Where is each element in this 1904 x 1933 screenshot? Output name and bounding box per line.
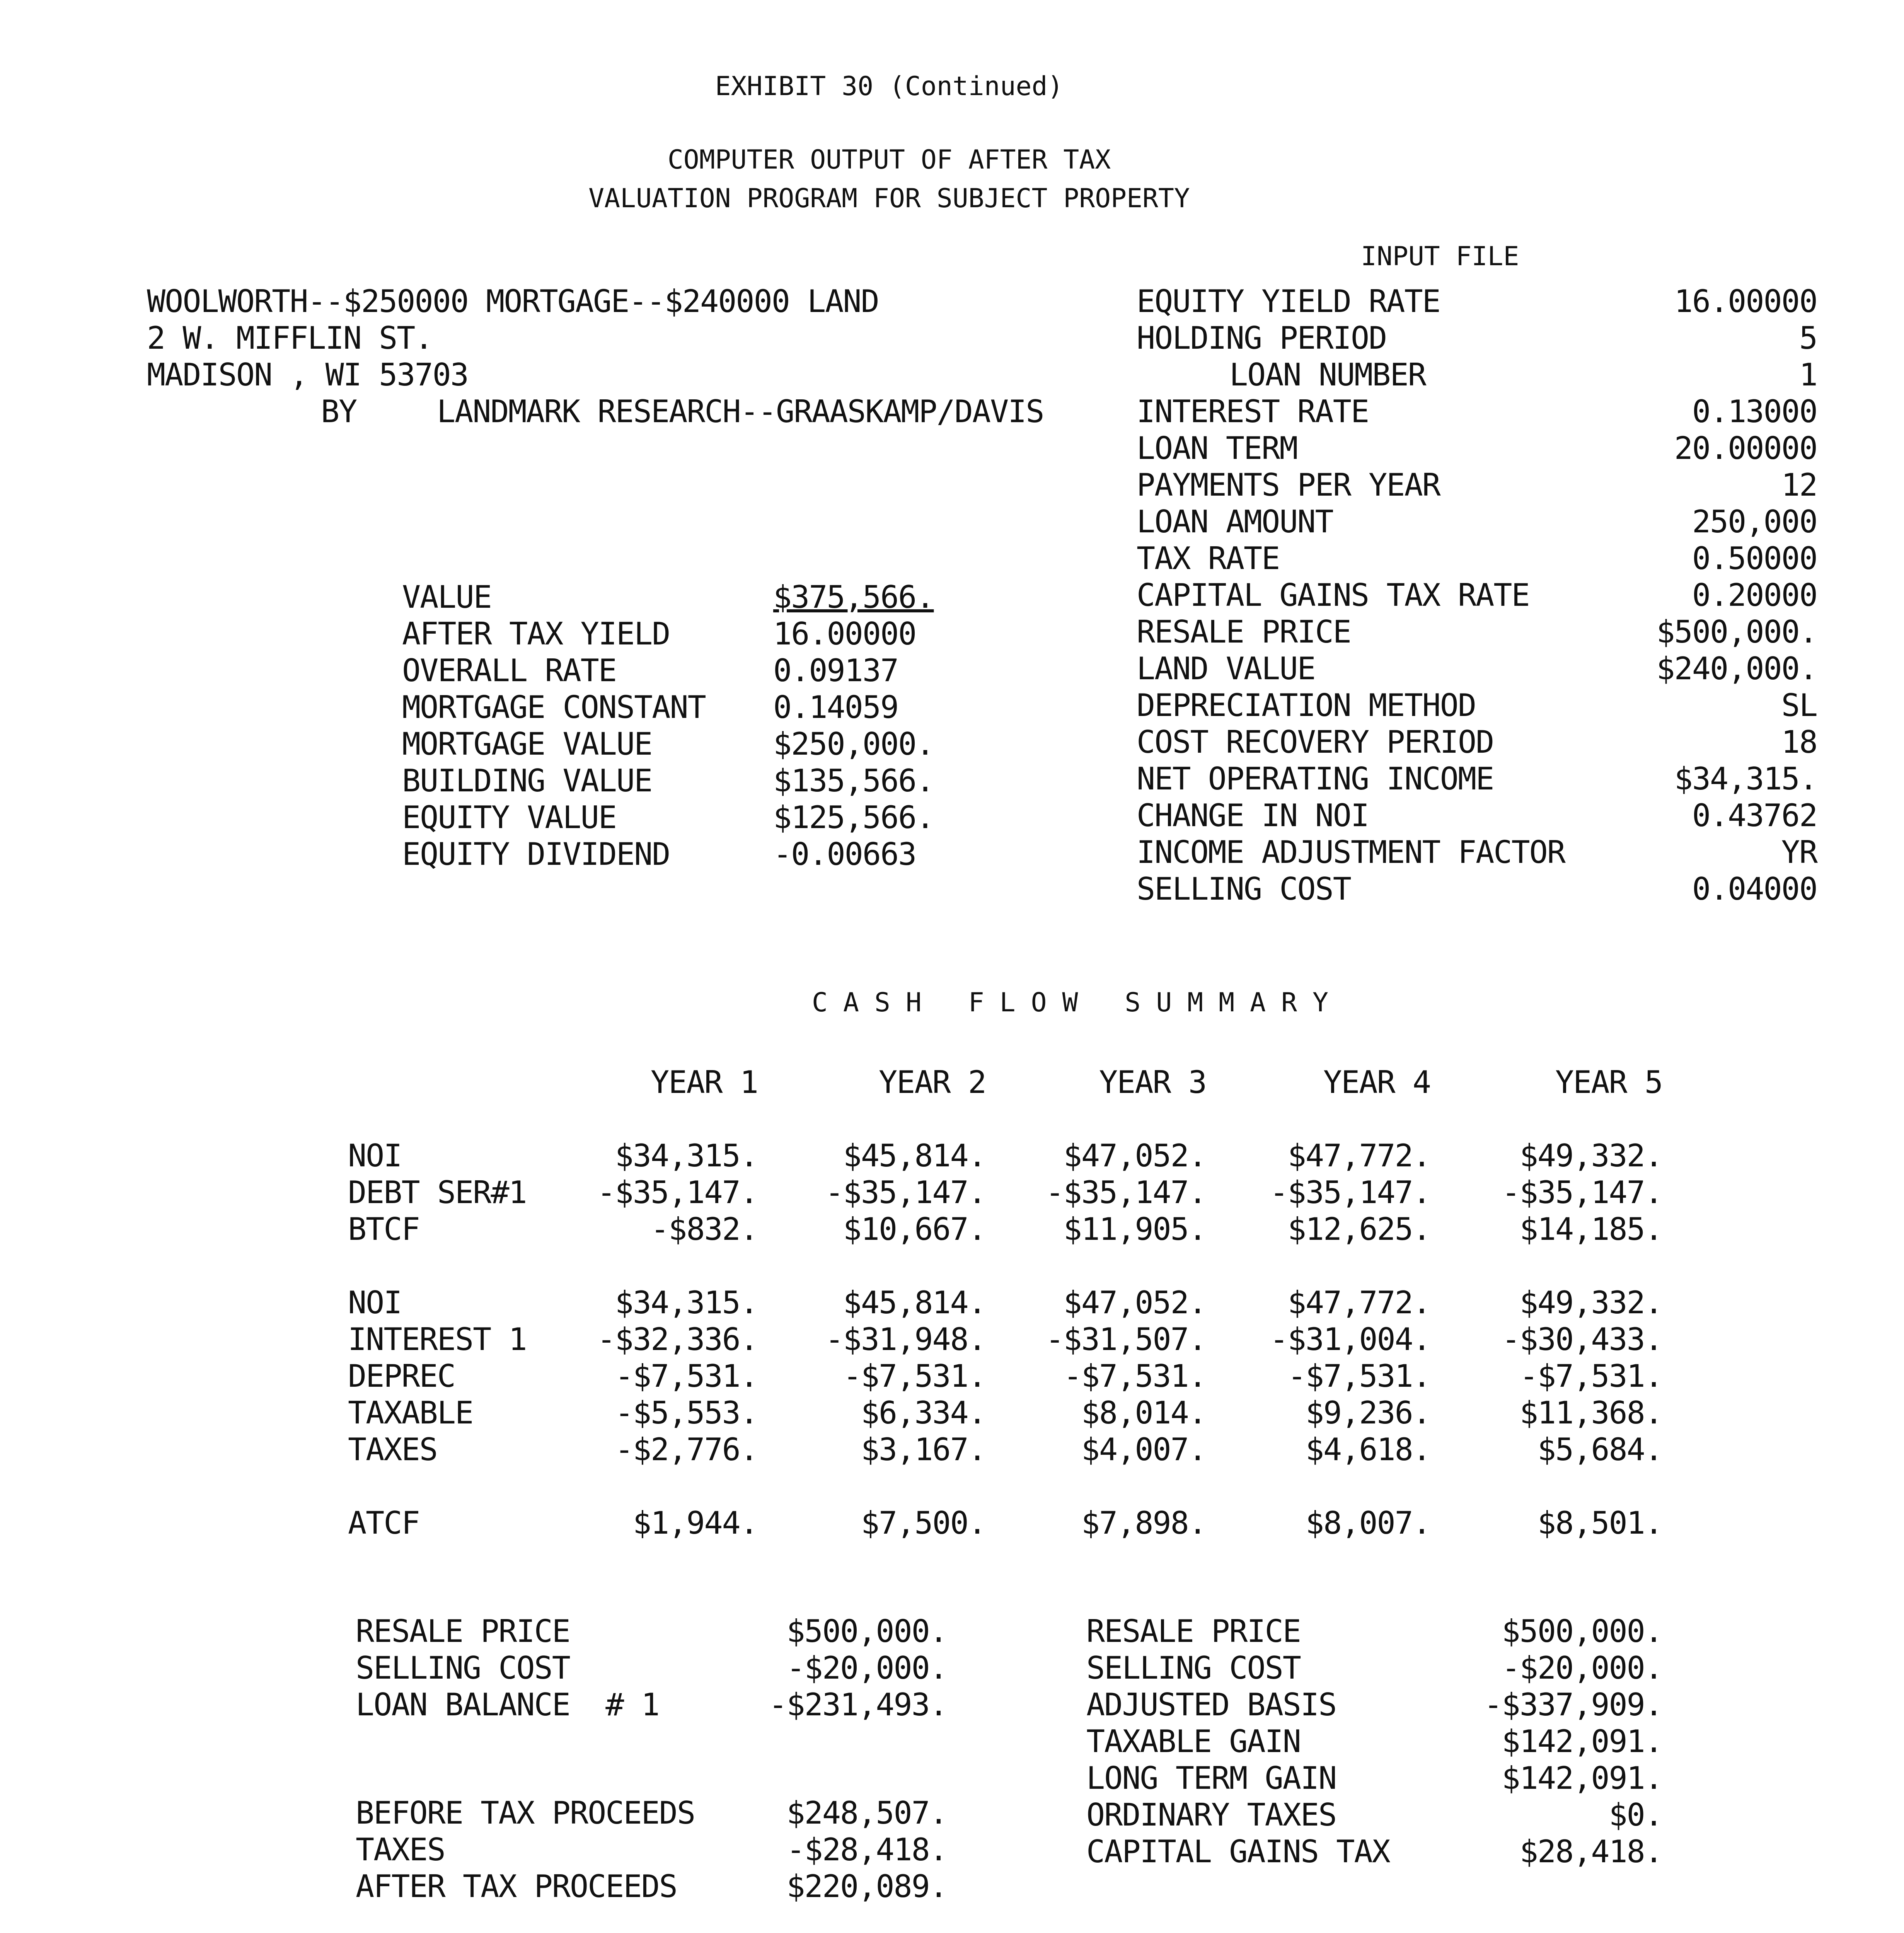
proceeds-label: TAXES — [356, 1832, 445, 1868]
cash-flow-cell: $14,185. — [1519, 1211, 1662, 1247]
cash-flow-cell: $8,007. — [1305, 1505, 1430, 1541]
cash-flow-cell: -$30,433. — [1502, 1321, 1662, 1357]
input-value: $500,000. — [1656, 614, 1817, 650]
valuation-label: EQUITY DIVIDEND — [402, 836, 670, 872]
resale-left-value: -$20,000. — [786, 1650, 947, 1686]
valuation-label: MORTGAGE CONSTANT — [402, 689, 706, 725]
cash-flow-cell: -$7,531. — [1519, 1358, 1662, 1394]
input-label: EQUITY YIELD RATE — [1137, 283, 1440, 319]
input-file-label: INPUT FILE — [1361, 241, 1519, 272]
valuation-label: EQUITY VALUE — [402, 799, 616, 835]
cash-flow-cell: $5,684. — [1537, 1432, 1662, 1468]
valuation-value: 0.14059 — [773, 689, 898, 725]
proceeds-label: BEFORE TAX PROCEEDS — [356, 1795, 695, 1831]
cash-flow-row-label: DEPREC — [348, 1358, 455, 1394]
input-label: TAX RATE — [1137, 540, 1280, 576]
cash-flow-title: CASH FLOW SUMMARY — [812, 987, 1344, 1018]
input-label: CAPITAL GAINS TAX RATE — [1137, 577, 1529, 613]
cash-flow-cell: $45,814. — [843, 1285, 986, 1321]
input-label: LOAN TERM — [1137, 430, 1297, 466]
cash-flow-cell: -$7,531. — [1287, 1358, 1430, 1394]
resale-left-value: $500,000. — [786, 1613, 947, 1649]
cash-flow-row-label: INTEREST 1 — [348, 1321, 527, 1357]
input-value: 12 — [1781, 467, 1817, 503]
cash-flow-cell: -$7,531. — [615, 1358, 758, 1394]
input-label: COST RECOVERY PERIOD — [1137, 724, 1494, 760]
resale-right-value: $0. — [1609, 1797, 1662, 1833]
year-header: YEAR 1 — [651, 1064, 758, 1100]
input-value: $240,000. — [1656, 651, 1817, 687]
input-label: LAND VALUE — [1137, 651, 1315, 687]
year-header: YEAR 2 — [879, 1064, 986, 1100]
input-value: 0.50000 — [1692, 540, 1817, 576]
cash-flow-cell: -$35,147. — [1502, 1174, 1662, 1210]
year-header: YEAR 5 — [1555, 1064, 1662, 1100]
resale-right-value: -$20,000. — [1502, 1650, 1662, 1686]
input-label: HOLDING PERIOD — [1137, 320, 1387, 356]
valuation-label: AFTER TAX YIELD — [402, 616, 670, 652]
cash-flow-cell: $1,944. — [632, 1505, 758, 1541]
cash-flow-cell: $10,667. — [843, 1211, 986, 1247]
property-line2: 2 W. MIFFLIN ST. — [147, 320, 433, 356]
valuation-value: $135,566. — [773, 763, 934, 799]
valuation-label: VALUE — [402, 579, 491, 615]
cash-flow-cell: -$832. — [651, 1211, 758, 1247]
cash-flow-cell: -$7,531. — [1063, 1358, 1206, 1394]
cash-flow-cell: -$2,776. — [615, 1432, 758, 1468]
proceeds-value: $248,507. — [786, 1795, 947, 1831]
input-value: 1 — [1799, 357, 1817, 393]
cash-flow-cell: -$31,507. — [1045, 1321, 1206, 1357]
cash-flow-cell: $7,898. — [1081, 1505, 1206, 1541]
cash-flow-cell: -$35,147. — [597, 1174, 758, 1210]
valuation-label: MORTGAGE VALUE — [402, 726, 652, 762]
resale-right-value: -$337,909. — [1484, 1687, 1662, 1723]
input-label: DEPRECIATION METHOD — [1137, 687, 1476, 723]
cash-flow-cell: $3,167. — [861, 1432, 986, 1468]
cash-flow-row-label: TAXES — [348, 1432, 437, 1468]
resale-left-label: SELLING COST — [356, 1650, 570, 1686]
input-label: NET OPERATING INCOME — [1137, 761, 1494, 797]
property-line3: MADISON , WI 53703 — [147, 357, 468, 393]
cash-flow-cell: $34,315. — [615, 1138, 758, 1174]
cash-flow-cell: $34,315. — [615, 1285, 758, 1321]
input-value: 20.00000 — [1674, 430, 1817, 466]
valuation-label: OVERALL RATE — [402, 653, 616, 689]
resale-left-label: RESALE PRICE — [356, 1613, 570, 1649]
input-value: 0.13000 — [1692, 394, 1817, 430]
resale-right-label: TAXABLE GAIN — [1086, 1723, 1301, 1759]
cash-flow-cell: $12,625. — [1287, 1211, 1430, 1247]
proceeds-value: $220,089. — [786, 1868, 947, 1904]
proceeds-label: AFTER TAX PROCEEDS — [356, 1868, 677, 1904]
input-label: LOAN AMOUNT — [1137, 504, 1333, 540]
resale-right-value: $500,000. — [1502, 1613, 1662, 1649]
report-title-line2: VALUATION PROGRAM FOR SUBJECT PROPERTY — [588, 183, 1190, 214]
input-value: 0.04000 — [1692, 871, 1817, 907]
cash-flow-cell: -$35,147. — [1045, 1174, 1206, 1210]
input-value: 250,000 — [1692, 504, 1817, 540]
cash-flow-cell: $49,332. — [1519, 1138, 1662, 1174]
cash-flow-cell: $8,501. — [1537, 1505, 1662, 1541]
cash-flow-row-label: DEBT SER#1 — [348, 1174, 527, 1210]
input-value: $34,315. — [1674, 761, 1817, 797]
cash-flow-row-label: BTCF — [348, 1211, 419, 1247]
cash-flow-cell: $6,334. — [861, 1395, 986, 1431]
cash-flow-cell: $4,007. — [1081, 1432, 1206, 1468]
resale-right-label: RESALE PRICE — [1086, 1613, 1301, 1649]
valuation-value: $375,566. — [773, 579, 934, 615]
cash-flow-cell: $47,772. — [1287, 1138, 1430, 1174]
resale-right-value: $142,091. — [1502, 1723, 1662, 1759]
valuation-label: BUILDING VALUE — [402, 763, 652, 799]
property-by: LANDMARK RESEARCH--GRAASKAMP/DAVIS — [437, 394, 1044, 430]
valuation-value: 0.09137 — [773, 653, 898, 689]
input-label: SELLING COST — [1137, 871, 1351, 907]
property-by-label: BY — [321, 394, 357, 430]
report-title-line1: COMPUTER OUTPUT OF AFTER TAX — [667, 145, 1111, 175]
input-label: INTEREST RATE — [1137, 394, 1369, 430]
cash-flow-cell: $7,500. — [861, 1505, 986, 1541]
resale-right-label: SELLING COST — [1086, 1650, 1301, 1686]
resale-right-label: ORDINARY TAXES — [1086, 1797, 1336, 1833]
year-header: YEAR 3 — [1099, 1064, 1206, 1100]
proceeds-value: -$28,418. — [786, 1832, 947, 1868]
cash-flow-cell: -$5,553. — [615, 1395, 758, 1431]
input-value: 0.43762 — [1692, 798, 1817, 834]
cash-flow-cell: -$35,147. — [1270, 1174, 1430, 1210]
cash-flow-cell: $11,905. — [1063, 1211, 1206, 1247]
input-value: 0.20000 — [1692, 577, 1817, 613]
input-label: CHANGE IN NOI — [1137, 798, 1369, 834]
property-line1: WOOLWORTH--$250000 MORTGAGE--$240000 LAND — [147, 283, 879, 319]
input-value: 16.00000 — [1674, 283, 1817, 319]
cash-flow-row-label: ATCF — [348, 1505, 419, 1541]
cash-flow-cell: $47,052. — [1063, 1138, 1206, 1174]
cash-flow-cell: $47,052. — [1063, 1285, 1206, 1321]
input-value: SL — [1781, 687, 1817, 723]
cash-flow-row-label: TAXABLE — [348, 1395, 473, 1431]
valuation-value: $250,000. — [773, 726, 934, 762]
input-label: INCOME ADJUSTMENT FACTOR — [1137, 834, 1565, 870]
input-label: RESALE PRICE — [1137, 614, 1351, 650]
valuation-value: 16.00000 — [773, 616, 916, 652]
resale-left-value: -$231,493. — [769, 1687, 947, 1723]
cash-flow-cell: $49,332. — [1519, 1285, 1662, 1321]
cash-flow-cell: -$7,531. — [843, 1358, 986, 1394]
resale-right-label: CAPITAL GAINS TAX — [1086, 1834, 1390, 1870]
cash-flow-cell: $9,236. — [1305, 1395, 1430, 1431]
resale-right-label: LONG TERM GAIN — [1086, 1760, 1336, 1796]
resale-right-value: $142,091. — [1502, 1760, 1662, 1796]
cash-flow-cell: $8,014. — [1081, 1395, 1206, 1431]
cash-flow-cell: -$31,004. — [1270, 1321, 1430, 1357]
cash-flow-cell: -$35,147. — [825, 1174, 986, 1210]
input-value: 18 — [1781, 724, 1817, 760]
cash-flow-cell: $47,772. — [1287, 1285, 1430, 1321]
cash-flow-cell: $4,618. — [1305, 1432, 1430, 1468]
cash-flow-cell: $11,368. — [1519, 1395, 1662, 1431]
cash-flow-cell: -$32,336. — [597, 1321, 758, 1357]
resale-left-label: LOAN BALANCE # 1 — [356, 1687, 659, 1723]
input-label: PAYMENTS PER YEAR — [1137, 467, 1440, 503]
resale-right-label: ADJUSTED BASIS — [1086, 1687, 1336, 1723]
input-value: 5 — [1799, 320, 1817, 356]
cash-flow-cell: $45,814. — [843, 1138, 986, 1174]
cash-flow-cell: -$31,948. — [825, 1321, 986, 1357]
exhibit-title: EXHIBIT 30 (Continued) — [715, 71, 1064, 102]
year-header: YEAR 4 — [1323, 1064, 1430, 1100]
resale-right-value: $28,418. — [1519, 1834, 1662, 1870]
valuation-value: $125,566. — [773, 799, 934, 835]
input-value: YR — [1781, 834, 1817, 870]
input-label: LOAN NUMBER — [1229, 357, 1426, 393]
valuation-value: -0.00663 — [773, 836, 916, 872]
cash-flow-row-label: NOI — [348, 1285, 402, 1321]
cash-flow-row-label: NOI — [348, 1138, 402, 1174]
